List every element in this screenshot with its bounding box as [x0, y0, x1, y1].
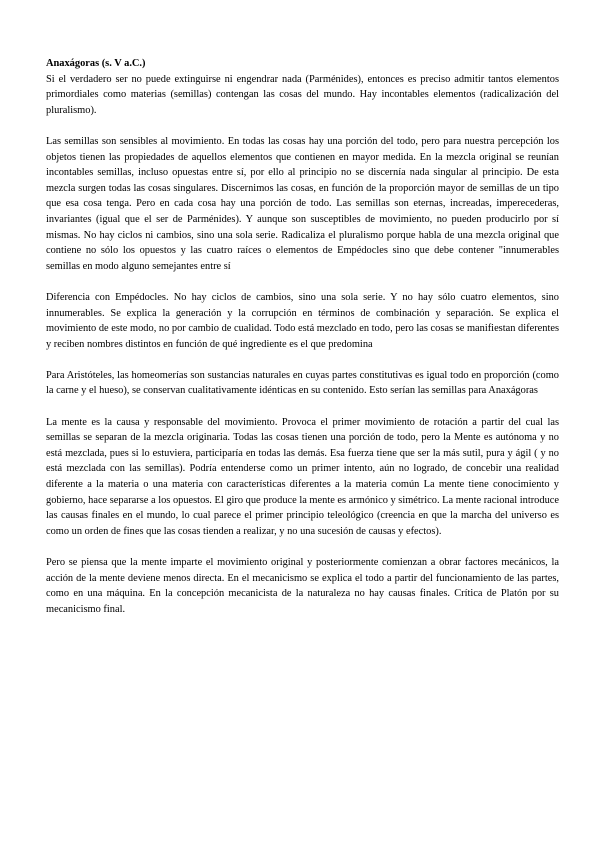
paragraph-pluralism: Si el verdadero ser no puede extinguirse ni engendrar nada (Parménides), entonces es preciso admitir tantos elementos primordiales como materias (semillas) contengan las cosas del mundo. Hay incontables elementos (radicalización del pluralismo). — [46, 73, 559, 116]
document-title: Anaxágoras (s. V a.C.) — [46, 58, 146, 69]
paragraph-seeds: Las semillas son sensibles al movimiento. En todas las cosas hay una porción del todo, pero para nuestra percepción los objetos tienen las propiedades de aquellos elementos que contienen en mayor medida. En la mezcla original se reunían incontables semillas, incluso opuestas entre sí, por ello al principio no se discernía nada singular al principio. De esta mezcla surgen todas las cosas singulares. Discernimos las cosas, en función de la proporción mayor de semillas de un tipo que esa cosa tenga. Pero en cada cosa hay una porción de todo. Las semillas son eternas, increadas, imperecederas, invariantes (igual que el ser de Parménides). Y aunque son susceptibles de movimiento, no pueden producirlo por sí mismas. No hay ciclos ni cambios, sino una sola serie. Radicaliza el pluralismo porque habla de una mezcla original que contiene no sólo los opuestos y las cuatro raíces o elementos de Empédocles sino que debe contener "innumerables semillas en modo alguno semejantes entre sí — [46, 135, 559, 272]
document-body — [46, 56, 559, 633]
paragraph-mechanism: Pero se piensa que la mente imparte el movimiento original y posteriormente comienzan a obrar factores mecánicos, la acción de la mente deviene menos directa. En el mecanicismo se explica el todo a partir del funcionamiento de las partes, como en una máquina. En la concepción mecanicista de la naturaleza no hay causas finales. Crítica de Platón por su mecanicismo final. — [46, 557, 559, 615]
paragraph-aristotle-homeomeries: Para Aristóteles, las homeomerías son sustancias naturales en cuyas partes constitutivas es igual todo en proporción (como la carne y el hueso), se conservan cualitativamente idénticas en su contenido. Esto serían las semillas para Anaxágoras — [46, 369, 559, 397]
paragraph-empedocles-difference: Diferencia con Empédocles. No hay ciclos de cambios, sino una sola serie. Y no hay sólo cuatro elementos, sino innumerables. Se explica la generación y la corrupción en términos de combinación y separación. Se explica el movimiento de este modo, no por cambio de cualidad. Todo está mezclado en todo, pero las cosas se manifiestan diferentes y reciben nombres distintos en función de qué ingrediente es el que predomina — [46, 291, 559, 350]
paragraph-mind: La mente es la causa y responsable del movimiento. Provoca el primer movimiento de rotación a partir del cual las semillas se separan de la mezcla originaria. Todas las cosas tienen una porción de todo, pero la Mente es autónoma y no está mezclada, pues si lo estuviera, participaría en todas las demás. Esa fuerza tiene que ser la más sutil, pura y ágil ( y no está mezclada con las semillas). Podría entenderse como un primer intento, aún no logrado, de concebir una realidad diferente a la materia o una materia con características diferentes a la materia común La mente tiene conocimiento y gobierno, hace separarse a los opuestos. El giro que produce la mente es armónico y simétrico. La mente racional introduce las causas finales en el mundo, lo cual parece el primer principio teleológico (creencia en que la marcha del universo es como un orden de fines que las cosas tienden a realizar, y no una sucesión de causas y efectos). — [46, 416, 559, 537]
